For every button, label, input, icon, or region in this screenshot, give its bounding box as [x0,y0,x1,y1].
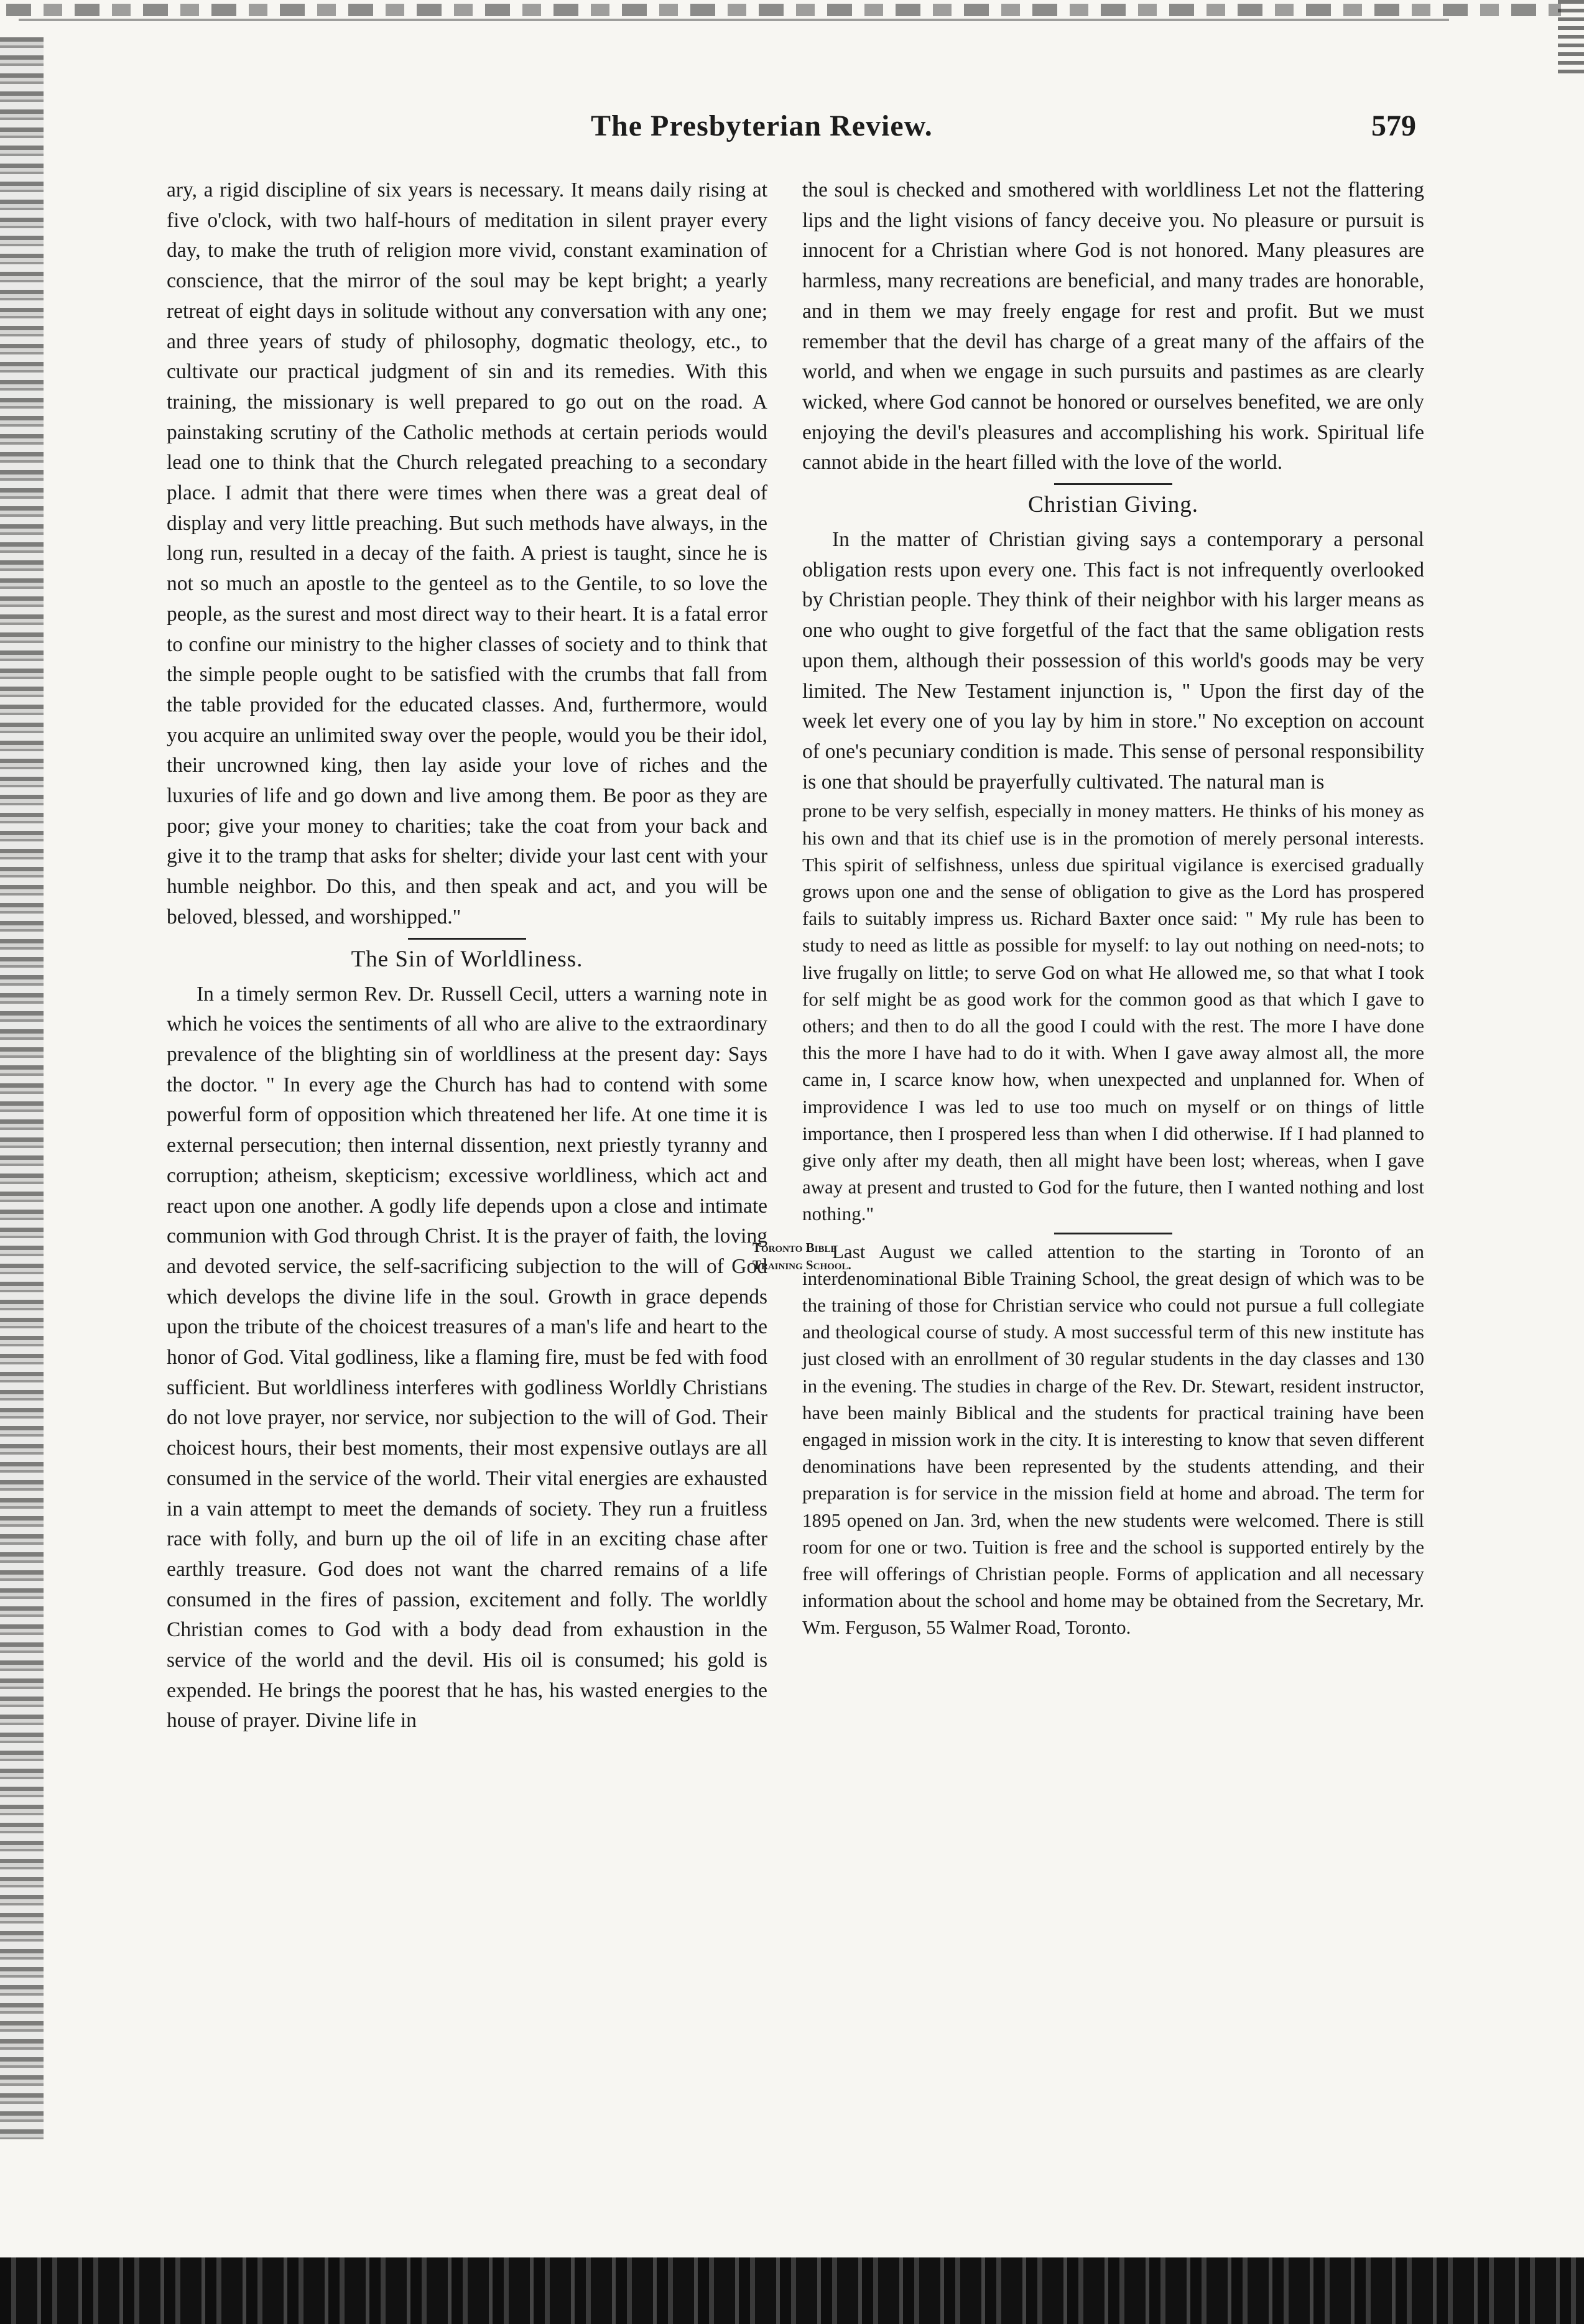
sidenote-line-2: Training School. [753,1257,851,1272]
continued-paragraph-right: the soul is checked and smothered with worldliness Let not the flattering lips and the light visions of fancy deceive you. No pleasure or pursuit is innocent for a Christian where God is not honored. Many pleasures are harmless, many recreations are beneficial, and many trades are honorable, and in them we may freely engage for rest and profit. But we must remember that the devil has charge of a great many of the affairs of the world, and when we engage in such pursuits and pastimes as are clearly wicked, where God cannot be honored or ourselves benefited, we are only enjoying the devil's pleasures and accomplishing his work. Spiritual life cannot abide in the heart filled with the love of the world. [802,178,1424,475]
scan-artifact-bottom [0,2257,1584,2324]
toronto-notice-body: Last August we called attention to the starting in Toronto of an interdenominational Bible Training School, the great design of which was to be the training of those for Christian service who could not pursue a full collegiate and theological course of study. A most successful term of this new institute has just closed with an enrollment of 30 regular students in the day classes and 130 in the evening. The studies in charge of the Rev. Dr. Stewart, resident instructor, have been mainly Biblical and the students for practical training have been engaged in mission work in the city. It is interesting to know that seven different denominations have been represented by the students attending, and their preparation is for service in the mission field at home and abroad. The term for 1895 opened on Jan. 3rd, when the new students were welcomed. There is still room for one or two. Tuition is free and the school is supported entirely by the free will offerings of Christian people. Forms of application and all necessary information about the school and home may be obtained from the Secretary, Mr. Wm. Ferguson, 55 Walmer Road, Toronto. [802,1240,1424,1639]
section-rule [1054,1233,1172,1234]
scan-artifact-right [1558,0,1584,75]
section-body-giving-cont: prone to be very selfish, especially in money matters. He thinks of his money as his own and that its chief use is in the promotion of merely personal interests. This spirit of selfishness, unless due spiritual vigilance is exercised gradually grows upon one and the sense of obligation to give as the Lord has prospered fails to suitably impress us. Richard Baxter once said: " My rule has been to study to need as little as possible for myself: to lay out nothing on need-nots; to live frugally on little; to serve God on what He allowed me, so that what I took for self might be as good work for the common good as that which I gave to others; and then to do all the good I could with the rest. The more I have done this the more I have had to do it with. When I gave away almost all, the more came in, I scarce know how, when unexpected and unplanned for. When of improvidence I was led to use too much on myself or on things of little importance, then I prospered less than when I did otherwise. If I had planned to give only after my death, then all might have been lost; whereas, when I gave away at present and trusted to God for the future, then I wanted nothing and lost nothing." [802,800,1424,1225]
page-number: 579 [1371,109,1416,142]
section-rule [1054,483,1172,485]
toronto-notice [753,1238,1424,1641]
section-rule [408,938,526,940]
right-column [753,175,1424,1641]
sidenote-line-1: Toronto Bible [753,1239,837,1255]
left-column [167,175,767,1736]
running-head: The Presbyterian Review. [591,109,933,142]
scan-artifact-top-line [19,19,1449,21]
section-heading-giving: Christian Giving. [1028,492,1198,518]
scan-artifact-top [6,4,1561,16]
binding-edge [0,37,44,2139]
dense-text-block [753,797,1424,1641]
section-heading-worldliness: The Sin of Worldliness. [351,946,583,972]
continued-paragraph: ary, a rigid discipline of six years is necessary. It means daily rising at five o'clock, with two half-hours of meditation in silent prayer every day, to make the truth of religion more vivid, constant examination of conscience, that the mirror of the soul may be kept bright; a yearly retreat of eight days in solitude without any conversation with any one; and three years of study of philosophy, dogmatic theology, etc., to cultivate our practical judgment of sin and its remedies. With this training, the missionary is well prepared to go out on the road. A painstaking scrutiny of the Catholic methods at certain periods would lead one to think that the Church relegated preaching to a secondary place. I admit that there were times when there was a great deal of display and very little preaching. But such methods have always, in the long run, resulted in a decay of the faith. A priest is taught, since he is not so much an apostle to the genteel as to the Gentile, to so love the people, as the surest and most direct way to their heart. It is a fatal error to confine our ministry to the higher classes of society and to think that the simple people ought to be satisfied with the crumbs that fall from the table provided for the educated classes. And, furthermore, would you acquire an unlimited sway over the people, would you be their idol, their uncrowned king, then lay aside your love of riches and the luxuries of life and go down and live among them. Be poor as they are poor; give your money to charities; take the coat from your back and give it to the tramp that asks for shelter; divide your last cent with your humble neighbor. Do this, and then speak and act, and you will be beloved, blessed, and worshipped." [167,178,767,928]
section-body-worldliness: In a timely sermon Rev. Dr. Russell Cecil, utters a warning note in which he voices the sentiments of all who are alive to the extraordinary prevalence of the blighting sin of worldliness at the present day: Says the doctor. " In every age the Church has had to contend with some powerful form of opposition which threatened her life. At one time it is external persecution; then internal dissention, next priestly tyranny and corruption; atheism, skepticism; excessive worldliness, which act and react upon one another. A godly life depends upon a close and intimate communion with God through Christ. It is the prayer of faith, the loving and devoted service, the self-sacrificing subjection to the will of God which develops the divine life in the soul. Growth in grace depends upon the tribute of the choicest treasures of a man's life and heart to the honor of God. Vital godliness, like a flaming fire, must be fed with food sufficient. But worldliness interferes with godliness Worldly Christians do not love prayer, nor service, nor subjection to the will of God. Their choicest hours, their best moments, their most expensive outlays are all consumed in the service of the world. Their vital energies are exhausted in a vain attempt to meet the demands of society. They run a fruitless race with folly, and burn up the oil of life in an exciting chase after earthly treasure. God does not want the charred remains of a life consumed in the fires of passion, excitement and folly. The worldly Christian comes to God with a body dead from exhaustion in the service of the world and the devil. His oil is consumed; his gold is expended. He brings the poorest that he has, his wasted energies to the house of prayer. Divine life in [167,982,767,1733]
section-body-giving: In the matter of Christian giving says a contemporary a personal obligation rests upon every one. This fact is not infrequently overlooked by Christian people. They think of their neighbor with his larger means as one who ought to give forgetful of the fact that the same obligation rests upon them, although their possession of this world's goods may be very limited. The New Testament injunction is, " Upon the first day of the week let every one of you lay by him in store." No exception on account of one's pecuniary condition is made. This sense of personal responsibility is one that should be prayerfully cultivated. The natural man is [802,528,1424,794]
